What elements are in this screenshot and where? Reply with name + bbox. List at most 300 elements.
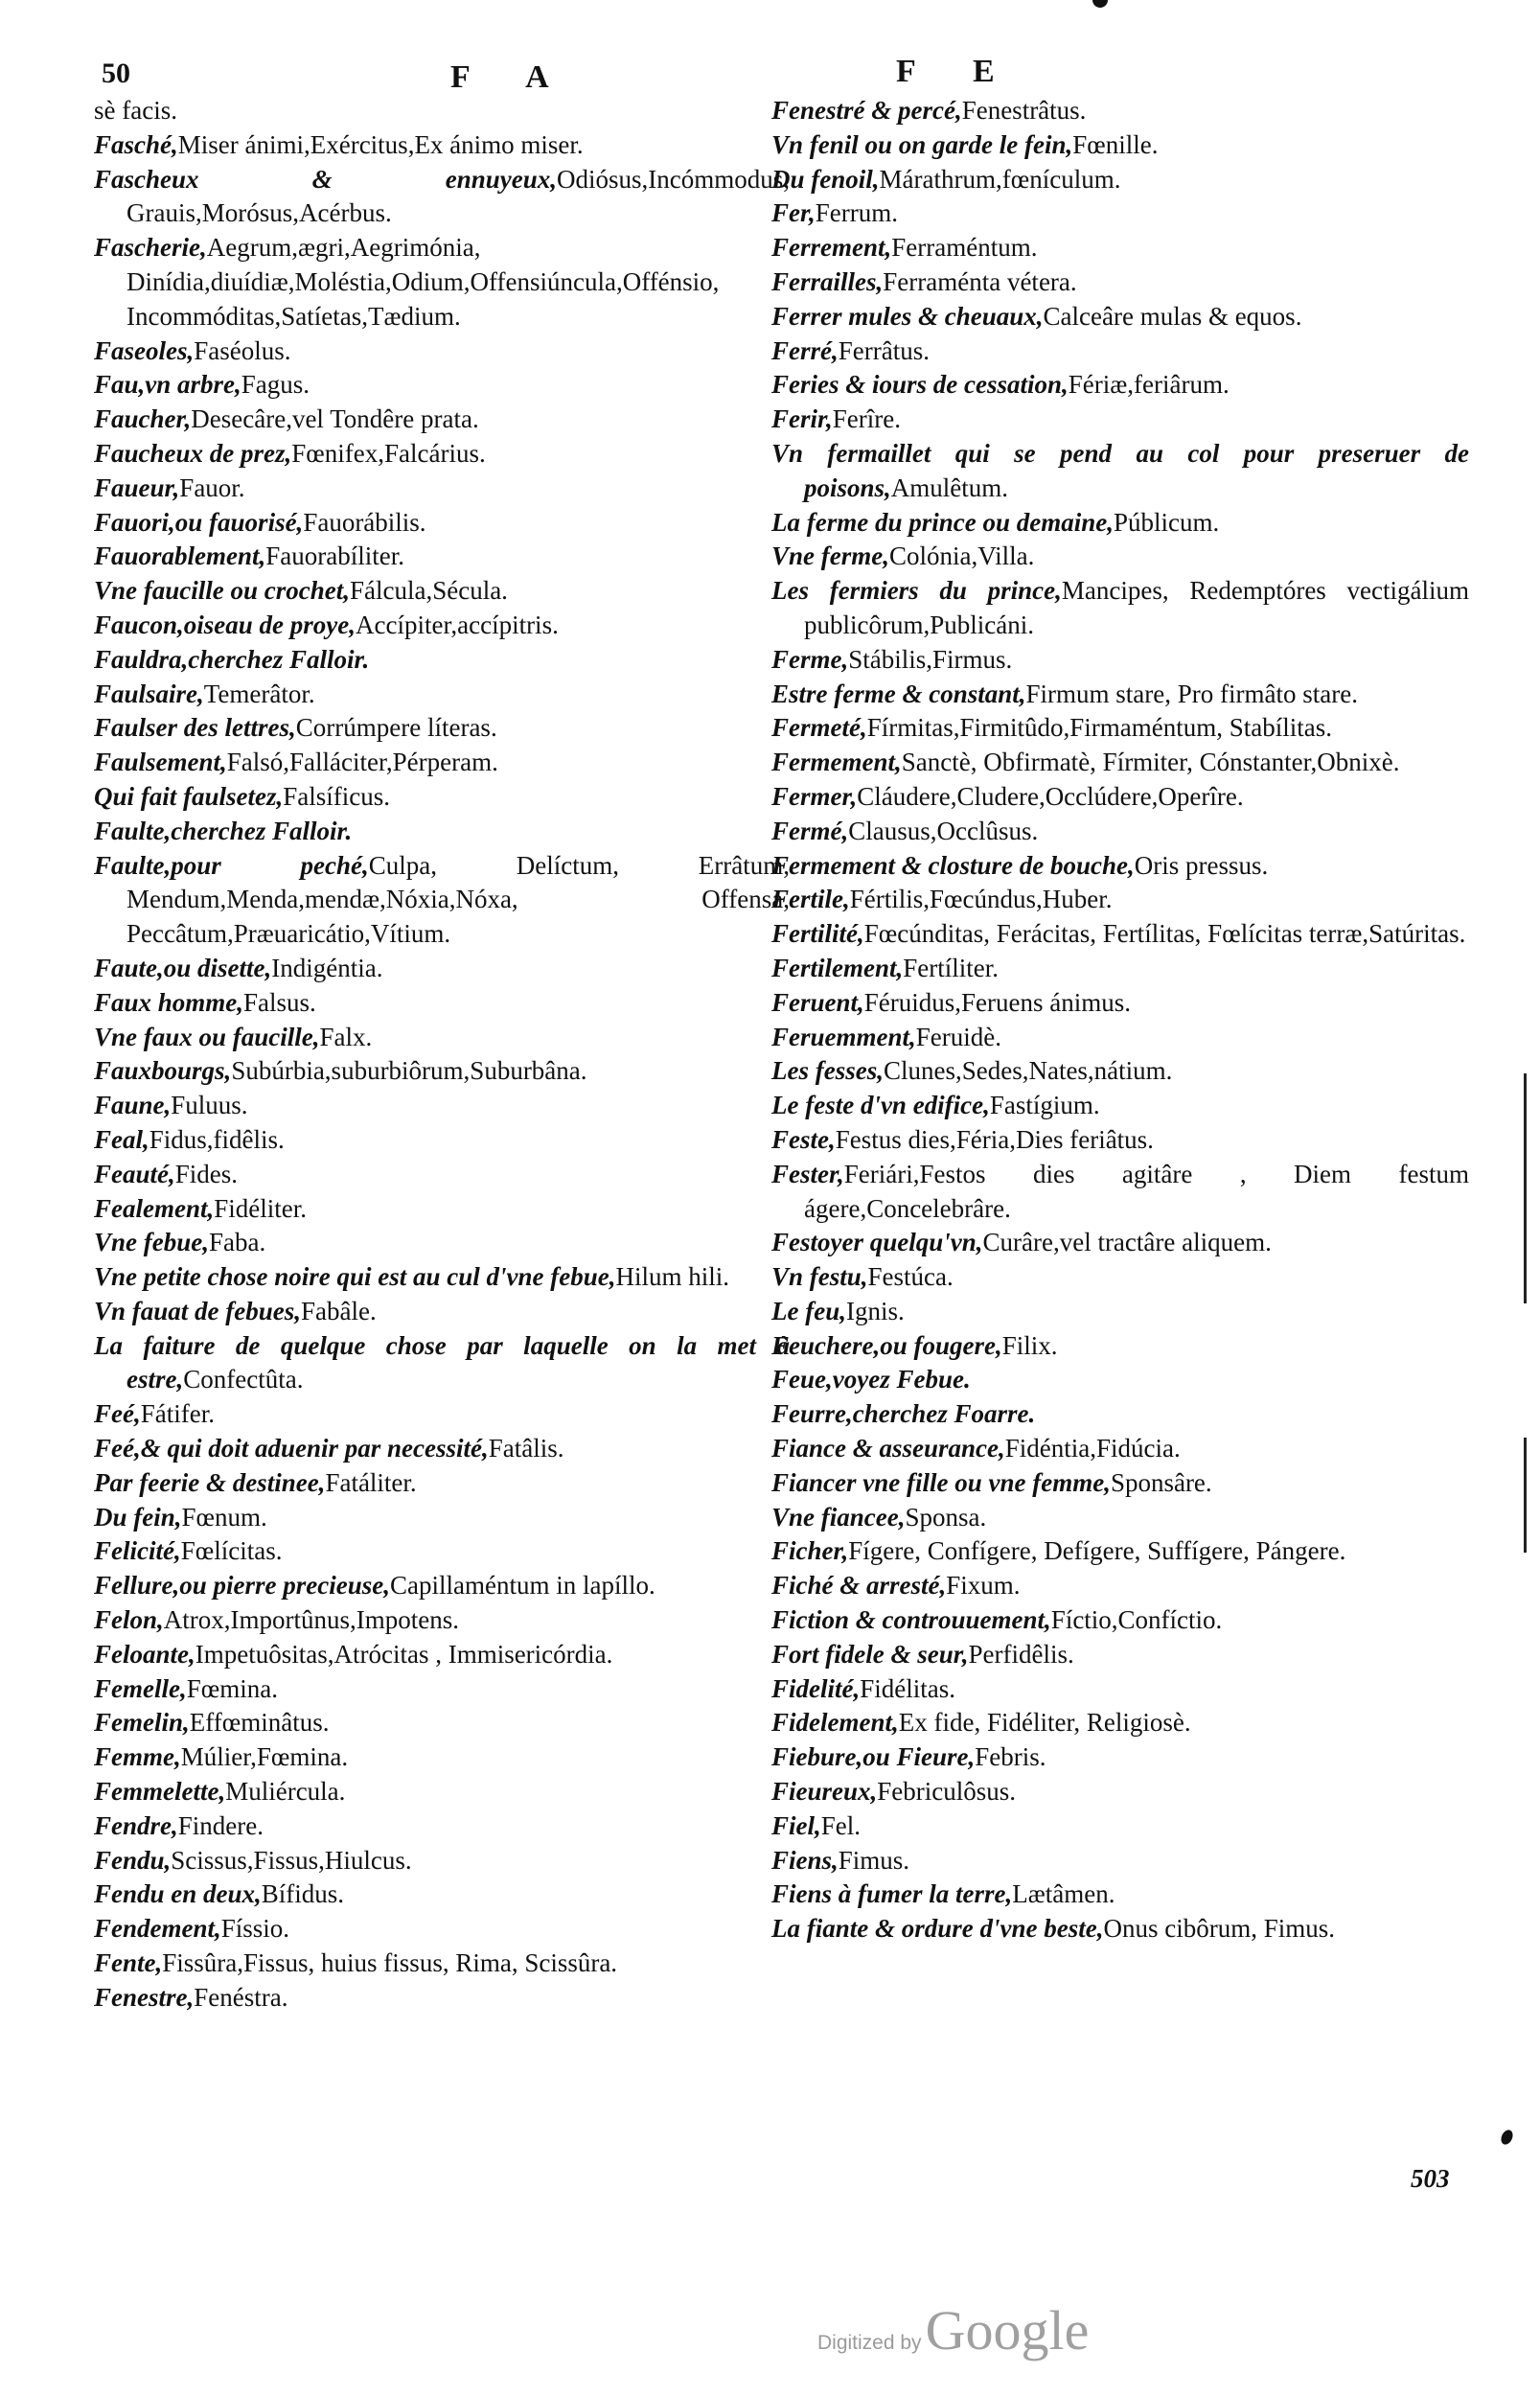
french-headword: Fauori,ou fauorisé, <box>94 507 304 537</box>
dictionary-entry <box>94 1054 790 1089</box>
latin-equivalent: Fœcúnditas, Ferácitas, Fertílitas, Fœlícitas terræ,Satúritas. <box>863 919 1466 949</box>
latin-equivalent: Clausus,Occlûsus. <box>848 816 1039 845</box>
dictionary-entry <box>94 1466 790 1501</box>
french-headword: Fealement, <box>94 1193 215 1223</box>
dictionary-entry <box>94 94 790 128</box>
latin-equivalent: Fírmitas,Firmitûdo,Firmaméntum, Stabílitas. <box>866 713 1332 743</box>
french-headword: Fertilement, <box>771 953 904 982</box>
french-headword: Fiens à fumer la terre, <box>771 1879 1013 1909</box>
catchword: 503 <box>1411 2164 1450 2193</box>
latin-equivalent: Stábilis,Firmus. <box>848 644 1013 674</box>
french-headword: Feloante, <box>94 1639 195 1669</box>
french-headword: Faseoles, <box>94 335 195 365</box>
dictionary-entry <box>94 780 790 815</box>
latin-equivalent: Hilum hili. <box>615 1262 729 1292</box>
dictionary-entry <box>771 196 1469 231</box>
latin-equivalent: Oris pressus. <box>1134 850 1269 880</box>
right-column <box>771 94 1469 1947</box>
french-headword: Vne ferme, <box>771 541 889 571</box>
latin-equivalent: Fœlícitas. <box>180 1536 283 1566</box>
latin-equivalent: Atrox,Importûnus,Impotens. <box>163 1605 459 1635</box>
latin-equivalent: Fenéstra. <box>194 1982 288 2012</box>
dictionary-entry <box>94 1432 790 1466</box>
latin-equivalent: Curâre,vel tractâre aliquem. <box>982 1228 1272 1257</box>
french-headword: Faune, <box>94 1091 172 1120</box>
french-headword: Fauxbourgs, <box>94 1056 232 1086</box>
french-headword: Faulte,pour peché, <box>94 850 369 880</box>
dictionary-entry <box>771 1603 1469 1638</box>
dictionary-entry <box>771 1397 1469 1432</box>
french-headword: Vn fauat de febues, <box>94 1296 301 1325</box>
french-headword: Fertilité, <box>771 919 864 949</box>
dictionary-entry <box>94 678 790 712</box>
latin-equivalent: Falsus. <box>243 987 316 1017</box>
dictionary-entry <box>94 746 790 780</box>
left-column <box>94 94 790 2016</box>
latin-equivalent: Fatâlis. <box>488 1434 564 1463</box>
dictionary-entry <box>771 1809 1469 1844</box>
latin-equivalent: Ferraménta vétera. <box>883 266 1077 296</box>
dictionary-entry <box>771 403 1469 437</box>
latin-equivalent: Firmum stare, Pro firmâto stare. <box>1025 679 1358 708</box>
french-headword: Fasché, <box>94 129 178 159</box>
latin-equivalent: Fidéliter. <box>214 1193 307 1223</box>
latin-equivalent: Fauorabíliter. <box>265 541 404 571</box>
dictionary-entry <box>94 437 790 472</box>
dictionary-entry <box>94 1775 790 1809</box>
latin-equivalent: Indigéntia. <box>271 953 383 982</box>
page-edge-mark <box>1524 1438 1527 1553</box>
latin-equivalent: Falx. <box>319 1022 373 1051</box>
dictionary-entry <box>771 849 1469 884</box>
french-headword: Fendu, <box>94 1845 172 1875</box>
dictionary-entry <box>771 815 1469 849</box>
french-headword: Vne febue, <box>94 1228 209 1257</box>
dictionary-entry <box>94 986 790 1021</box>
dictionary-entry <box>94 403 790 437</box>
latin-equivalent: Fastígium. <box>989 1091 1100 1120</box>
latin-equivalent: Fígere, Confígere, Defígere, Suffígere, Pángere. <box>848 1536 1346 1566</box>
dictionary-entry <box>771 1226 1469 1260</box>
dictionary-entry <box>94 1534 790 1569</box>
french-headword: Vne faux ou faucille, <box>94 1022 320 1051</box>
latin-equivalent: Fauor. <box>179 472 245 502</box>
french-headword: Fiction & controuuement, <box>771 1605 1051 1635</box>
latin-equivalent: Múlier,Fœmina. <box>180 1742 349 1772</box>
latin-equivalent: Sponsa. <box>905 1502 987 1532</box>
dictionary-entry <box>94 1226 790 1260</box>
french-headword: Le feu, <box>771 1296 846 1325</box>
latin-equivalent: Lætâmen. <box>1012 1879 1115 1909</box>
dictionary-entry <box>94 506 790 541</box>
french-headword: Femelle, <box>94 1673 187 1703</box>
latin-equivalent: Festúca. <box>867 1262 954 1292</box>
french-headword: Felon, <box>94 1605 164 1635</box>
french-headword: Fenestré & percé, <box>771 96 962 125</box>
french-headword: Fiché & arresté, <box>771 1571 947 1601</box>
latin-equivalent: Subúrbia,suburbiôrum,Suburbâna. <box>231 1056 587 1086</box>
dictionary-entry <box>771 94 1469 128</box>
french-headword: Ferrer mules & cheuaux, <box>771 301 1044 331</box>
dictionary-entry <box>94 1912 790 1947</box>
french-headword: Fellure,ou pierre precieuse, <box>94 1571 390 1601</box>
dictionary-entry <box>94 128 790 163</box>
latin-equivalent: Fauorábilis. <box>303 507 426 537</box>
dictionary-entry <box>771 1432 1469 1466</box>
dictionary-entry <box>771 1363 1469 1397</box>
dictionary-entry <box>94 1397 790 1432</box>
dictionary-entry <box>771 1740 1469 1775</box>
dictionary-entry <box>771 265 1469 300</box>
dictionary-entry <box>771 1089 1469 1123</box>
french-headword: Felicité, <box>94 1536 181 1566</box>
latin-equivalent: Bífidus. <box>261 1879 345 1909</box>
latin-equivalent: Calceâre mulas & equos. <box>1043 301 1302 331</box>
french-headword: Ferré, <box>771 335 839 365</box>
dictionary-entry <box>771 300 1469 334</box>
print-mark <box>1092 0 1108 8</box>
dictionary-entry <box>94 952 790 986</box>
french-headword: Femme, <box>94 1742 181 1772</box>
dictionary-entry <box>771 1672 1469 1707</box>
french-headword: Fauldra,cherchez Falloir. <box>94 644 370 674</box>
french-headword: Vn fenil ou on garde le fein, <box>771 129 1073 159</box>
dictionary-entry <box>771 678 1469 712</box>
latin-equivalent: Culpa, Delíctum, Errâtum, Mendum,Menda,mendæ,Nóxia,Nóxa, Offensa, Peccâtum,Præuaricátio,Vítium. <box>126 850 790 949</box>
latin-equivalent: Ferraméntum. <box>891 233 1038 263</box>
latin-equivalent: Públicum. <box>1113 507 1220 537</box>
french-headword: Feurre,cherchez Foarre. <box>771 1399 1036 1429</box>
latin-equivalent: Fertíliter. <box>903 953 999 982</box>
latin-equivalent: Corrúmpere líteras. <box>295 713 497 743</box>
dictionary-entry <box>771 711 1469 746</box>
french-headword: Vne fiancee, <box>771 1502 906 1532</box>
latin-equivalent: Fissûra,Fissus, huius fissus, Rima, Scissûra. <box>162 1948 618 1978</box>
dictionary-entry <box>94 1569 790 1603</box>
dictionary-entry <box>94 1638 790 1672</box>
french-headword: Faux homme, <box>94 987 244 1017</box>
dictionary-entry <box>771 1501 1469 1535</box>
dictionary-entry <box>771 1534 1469 1569</box>
latin-equivalent: Faba. <box>208 1228 266 1257</box>
dictionary-entry <box>771 1021 1469 1055</box>
latin-equivalent: Fértilis,Fœcúndus,Huber. <box>849 885 1113 914</box>
french-headword: Fester, <box>771 1159 844 1188</box>
latin-equivalent: sè facis. <box>94 96 177 125</box>
french-headword: Les fesses, <box>771 1056 884 1086</box>
dictionary-entry <box>771 746 1469 780</box>
latin-equivalent: Temerâtor. <box>203 679 315 708</box>
french-headword: Ferrement, <box>771 233 892 263</box>
dictionary-entry <box>94 1603 790 1638</box>
latin-equivalent: Ferrum. <box>815 198 898 228</box>
dictionary-entry <box>771 986 1469 1021</box>
latin-equivalent: Falsó,Falláciter,Pérperam. <box>226 748 498 777</box>
latin-equivalent: Fériæ,feriârum. <box>1068 370 1230 400</box>
french-headword: Fermement & closture de bouche, <box>771 850 1135 880</box>
dictionary-entry <box>94 1295 790 1329</box>
latin-equivalent: Onus cibôrum, Fimus. <box>1103 1914 1335 1944</box>
latin-equivalent: Clunes,Sedes,Nates,nátium. <box>883 1056 1173 1086</box>
latin-equivalent: Feruidè. <box>915 1022 1001 1051</box>
latin-equivalent: Fidéntia,Fidúcia. <box>1004 1434 1181 1463</box>
dictionary-entry <box>771 1260 1469 1295</box>
french-headword: Faulte,cherchez Falloir. <box>94 816 353 845</box>
french-headword: Du fein, <box>94 1502 182 1532</box>
dictionary-entry <box>94 1740 790 1775</box>
french-headword: Estre ferme & constant, <box>771 679 1026 708</box>
dictionary-entry <box>94 1706 790 1740</box>
latin-equivalent: Fœnille. <box>1072 129 1159 159</box>
dictionary-entry <box>771 368 1469 403</box>
dictionary-entry <box>771 1295 1469 1329</box>
latin-equivalent: Aegrum,ægri,Aegrimónia, Dinídia,diuídiæ,Moléstia,Odium,Offensiúncula,Offénsio, Incommóditas,Satíetas,Tædium. <box>126 233 720 331</box>
french-headword: Fascherie, <box>94 233 207 263</box>
latin-equivalent: Fœmina. <box>186 1673 278 1703</box>
french-headword: Festoyer quelqu'vn, <box>771 1228 983 1257</box>
latin-equivalent: Desecâre,vel Tondêre prata. <box>191 404 479 434</box>
french-headword: Fau,vn arbre, <box>94 370 241 400</box>
dictionary-entry <box>771 1569 1469 1603</box>
latin-equivalent: Capillaméntum in lapíllo. <box>389 1571 655 1601</box>
french-headword: Feries & iours de cessation, <box>771 370 1069 400</box>
french-headword: Fiance & asseurance, <box>771 1434 1005 1463</box>
latin-equivalent: Fides. <box>174 1159 239 1188</box>
french-headword: Fertile, <box>771 885 850 914</box>
latin-equivalent: Muliércula. <box>225 1777 346 1807</box>
latin-equivalent: Amulêtum. <box>890 472 1009 502</box>
french-headword: Fidelement, <box>771 1708 899 1738</box>
latin-equivalent: Cláudere,Cludere,Occlúdere,Operîre. <box>857 781 1244 811</box>
dictionary-entry <box>94 540 790 574</box>
dictionary-entry <box>94 1089 790 1123</box>
dictionary-entry <box>771 1912 1469 1947</box>
latin-equivalent: Fíctio,Confíctio. <box>1050 1605 1223 1635</box>
french-headword: Fente, <box>94 1948 163 1978</box>
latin-equivalent: Físsio. <box>220 1914 290 1944</box>
latin-equivalent: Feriári,Festos dies agitâre , Diem festum ágere,Concelebrâre. <box>804 1159 1469 1223</box>
running-head-right: F E <box>896 54 1020 89</box>
latin-equivalent: Ferîre. <box>832 404 901 434</box>
latin-equivalent: Odiósus,Incómmodus, Grauis,Morósus,Acérbus. <box>126 164 790 228</box>
french-headword: Feste, <box>771 1124 836 1154</box>
french-headword: Ferir, <box>771 404 833 434</box>
dictionary-entry <box>94 711 790 746</box>
dictionary-entry <box>771 952 1469 986</box>
french-headword: Feé, <box>94 1399 141 1429</box>
latin-equivalent: Fátifer. <box>140 1399 215 1429</box>
dictionary-entry <box>771 1844 1469 1878</box>
latin-equivalent: Febris. <box>975 1742 1046 1772</box>
latin-equivalent: Festus dies,Féria,Dies feriâtus. <box>835 1124 1154 1154</box>
french-headword: Faute,ou disette, <box>94 953 272 982</box>
latin-equivalent: Scissus,Fissus,Hiulcus. <box>171 1845 412 1875</box>
dictionary-entry <box>771 917 1469 952</box>
dictionary-entry <box>94 1260 790 1295</box>
dictionary-entry <box>771 780 1469 815</box>
latin-equivalent: Ignis. <box>845 1296 905 1325</box>
latin-equivalent: Confectûta. <box>183 1365 304 1394</box>
french-headword: Vn fermaillet qui se pend au col pour preseruer de poisons, <box>771 438 1469 502</box>
french-headword: Faulser des lettres, <box>94 713 296 743</box>
french-headword: Feé,& qui doit aduenir par necessité, <box>94 1434 489 1463</box>
french-headword: Feue,voyez Febue. <box>771 1365 971 1394</box>
latin-equivalent: Sponsâre. <box>1110 1467 1212 1497</box>
dictionary-entry <box>94 1981 790 2016</box>
dictionary-entry <box>771 1638 1469 1672</box>
french-headword: La ferme du prince ou demaine, <box>771 507 1114 537</box>
latin-equivalent: Findere. <box>177 1810 264 1840</box>
dictionary-entry <box>94 1844 790 1878</box>
latin-equivalent: Mancipes, Redemptóres vectigálium publicôrum,Publicáni. <box>804 576 1469 639</box>
latin-equivalent: Effœminâtus. <box>189 1708 330 1738</box>
dictionary-entry <box>771 163 1469 197</box>
watermark-prefix: Digitized by <box>817 2332 922 2354</box>
french-headword: Fauorablement, <box>94 541 266 571</box>
latin-equivalent: Fimus. <box>838 1845 910 1875</box>
dictionary-entry <box>771 1706 1469 1740</box>
french-headword: Ferme, <box>771 644 849 674</box>
french-headword: Feal, <box>94 1124 149 1154</box>
dictionary-entry <box>771 334 1469 369</box>
dictionary-entry <box>94 1123 790 1158</box>
dictionary-entry <box>771 1054 1469 1089</box>
french-headword: Vne petite chose noire qui est au cul d'vne febue, <box>94 1262 616 1292</box>
french-headword: Fermé, <box>771 816 849 845</box>
french-headword: Feauté, <box>94 1159 175 1188</box>
running-head-left: F A <box>450 59 574 95</box>
french-headword: Femmelette, <box>94 1777 226 1807</box>
dictionary-entry <box>771 1329 1469 1364</box>
latin-equivalent: Ferrâtus. <box>838 335 930 365</box>
latin-equivalent: Febriculôsus. <box>877 1777 1017 1807</box>
french-headword: La faiture de quelque chose par laquelle on la met à estre, <box>94 1330 790 1394</box>
latin-equivalent: Fixum. <box>946 1571 1021 1601</box>
french-headword: Faucheux de prez, <box>94 438 292 468</box>
dictionary-entry <box>771 1466 1469 1501</box>
dictionary-entry <box>94 231 790 334</box>
french-headword: Fidelité, <box>771 1673 861 1703</box>
latin-equivalent: Perfidêlis. <box>968 1639 1074 1669</box>
french-headword: Ficher, <box>771 1536 849 1566</box>
french-headword: Fermer, <box>771 781 858 811</box>
dictionary-entry <box>94 815 790 849</box>
french-headword: Fenestre, <box>94 1982 195 2012</box>
dictionary-entry <box>771 506 1469 541</box>
dictionary-entry <box>94 1329 790 1398</box>
latin-equivalent: Ex fide, Fidéliter, Religiosè. <box>898 1708 1191 1738</box>
french-headword: Feuchere,ou fougere, <box>771 1330 1002 1360</box>
ink-blot <box>1499 2128 1515 2146</box>
dictionary-entry <box>771 540 1469 574</box>
dictionary-entry <box>94 472 790 506</box>
dictionary-entry <box>94 1158 790 1192</box>
dictionary-entry <box>94 334 790 369</box>
dictionary-entry <box>771 231 1469 265</box>
latin-equivalent: Sanctè, Obfirmatè, Fírmiter, Cónstanter,Obnixè. <box>901 748 1400 777</box>
digitized-watermark <box>817 2298 1089 2362</box>
french-headword: Par feerie & destinee, <box>94 1467 326 1497</box>
french-headword: Fermement, <box>771 748 902 777</box>
page-edge-mark <box>1524 1073 1527 1303</box>
dictionary-entry <box>94 1021 790 1055</box>
latin-equivalent: Fœnum. <box>181 1502 267 1532</box>
french-headword: Fieureux, <box>771 1777 878 1807</box>
latin-equivalent: Fidus,fidêlis. <box>149 1124 285 1154</box>
french-headword: Vne faucille ou crochet, <box>94 576 350 606</box>
french-headword: Femelin, <box>94 1708 190 1738</box>
french-headword: Feruemment, <box>771 1022 916 1051</box>
dictionary-entry <box>771 574 1469 643</box>
latin-equivalent: Colónia,Villa. <box>888 541 1035 571</box>
dictionary-entry <box>94 643 790 678</box>
dictionary-entry <box>771 1775 1469 1809</box>
dictionary-entry <box>94 574 790 609</box>
latin-equivalent: Fatáliter. <box>325 1467 417 1497</box>
dictionary-entry <box>771 1878 1469 1912</box>
french-headword: Fiel, <box>771 1810 821 1840</box>
google-logo: Google <box>925 2299 1090 2361</box>
dictionary-entry <box>94 368 790 403</box>
french-headword: Fer, <box>771 198 816 228</box>
latin-equivalent: Márathrum,fœnículum. <box>879 164 1121 194</box>
french-headword: Fermeté, <box>771 713 867 743</box>
french-headword: Feruent, <box>771 987 864 1017</box>
latin-equivalent: Miser ánimi,Exércitus,Ex ánimo miser. <box>177 129 584 159</box>
french-headword: Fendre, <box>94 1810 178 1840</box>
french-headword: Du fenoil, <box>771 164 880 194</box>
dictionary-entry <box>94 1672 790 1707</box>
latin-equivalent: Falsíficus. <box>283 781 391 811</box>
dictionary-entry <box>771 437 1469 506</box>
latin-equivalent: Fagus. <box>241 370 310 400</box>
french-headword: Fendement, <box>94 1914 221 1944</box>
dictionary-entry <box>94 1192 790 1227</box>
french-headword: Fendu en deux, <box>94 1879 262 1909</box>
french-headword: Vn festu, <box>771 1262 868 1292</box>
french-headword: Ferrailles, <box>771 266 884 296</box>
french-headword: Faucon,oiseau de proye, <box>94 610 356 639</box>
french-headword: La fiante & ordure d'vne beste, <box>771 1914 1104 1944</box>
latin-equivalent: Fidélitas. <box>860 1673 955 1703</box>
dictionary-entry <box>94 1501 790 1535</box>
dictionary-entry <box>94 849 790 952</box>
dictionary-entry <box>94 609 790 643</box>
french-headword: Fiancer vne fille ou vne femme, <box>771 1467 1111 1497</box>
dictionary-entry <box>94 1878 790 1912</box>
latin-equivalent: Féruidus,Feruens ánimus. <box>863 987 1132 1017</box>
french-headword: Les fermiers du prince, <box>771 576 1062 606</box>
french-headword: Qui fait faulsetez, <box>94 781 284 811</box>
latin-equivalent: Fabâle. <box>301 1296 377 1325</box>
french-headword: Faulsement, <box>94 748 227 777</box>
french-headword: Faucher, <box>94 404 192 434</box>
dictionary-entry <box>771 643 1469 678</box>
french-headword: Fiebure,ou Fieure, <box>771 1742 976 1772</box>
dictionary-entry <box>771 128 1469 163</box>
french-headword: Fort fidele & seur, <box>771 1639 969 1669</box>
french-headword: Fiens, <box>771 1845 839 1875</box>
latin-equivalent: Filix. <box>1001 1330 1058 1360</box>
dictionary-entry <box>94 163 790 232</box>
latin-equivalent: Faséolus. <box>194 335 291 365</box>
dictionary-entry <box>94 1947 790 1981</box>
latin-equivalent: Accípiter,accípitris. <box>356 610 559 639</box>
french-headword: Faueur, <box>94 472 180 502</box>
french-headword: Le feste d'vn edifice, <box>771 1091 990 1120</box>
latin-equivalent: Fel. <box>820 1810 862 1840</box>
dictionary-entry <box>94 1809 790 1844</box>
